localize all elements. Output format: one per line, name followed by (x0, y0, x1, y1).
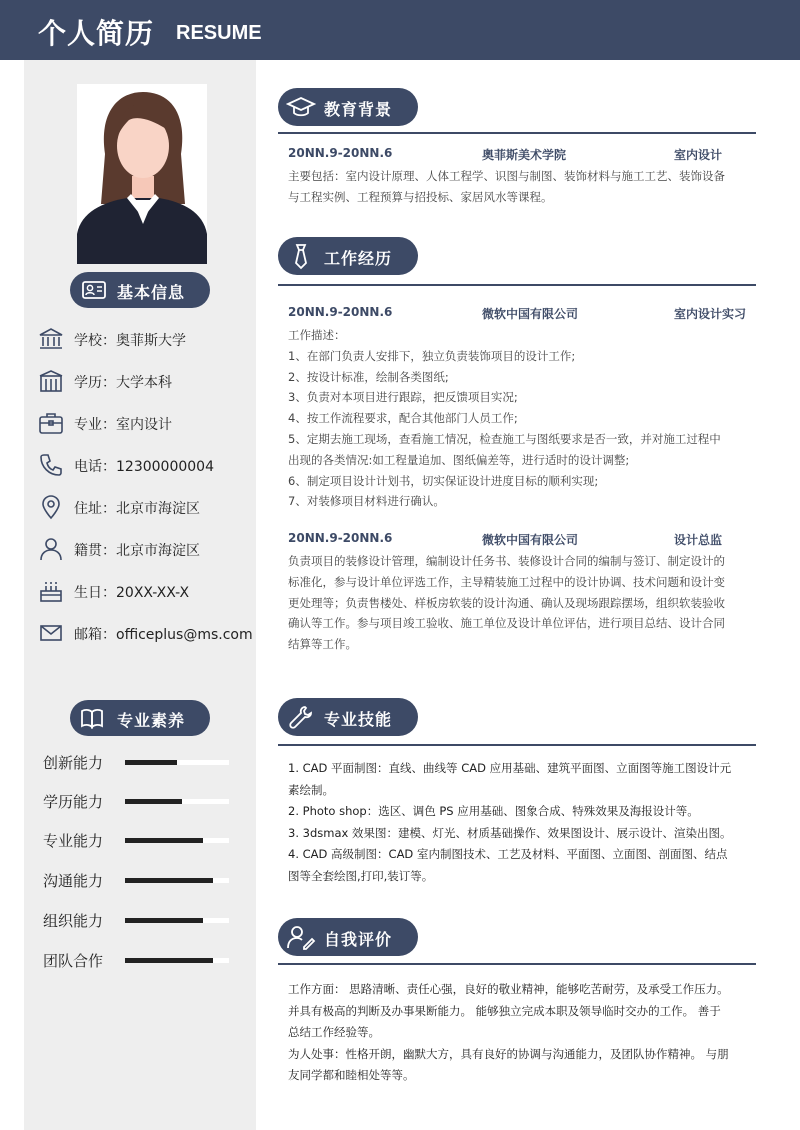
skill-bar-fill (125, 918, 203, 923)
skill-bar-track (125, 760, 229, 765)
text-line: 负责项目的装修设计管理，编制设计任务书、装修设计合同的编制与签订、制定设计的 (288, 554, 725, 568)
text-line: 1、在部门负责人安排下，独立负责装饰项目的设计工作; (288, 348, 576, 363)
text-line: 为人处事：性格开朗，幽默大方，具有良好的协调与沟通能力，及团队协作精神。 与朋 (288, 1046, 729, 1061)
text-line: 标准化，参与设计单位评选工作，主导精装施工过程中的设计协调、技术问题和设计变 (288, 574, 725, 589)
text-line: 2、按设计标准，绘制各类图纸; (288, 369, 449, 384)
text-line: 3. 3dsmax 效果图：建模、灯光、材质基础操作、效果图设计、展示设计、渲染出图。 (288, 825, 732, 840)
briefcase-icon (38, 410, 64, 436)
skill-name: 组织能力 (43, 912, 104, 930)
text-line: 与工程实例、工程预算与招投标、家居风水等课程。 (288, 189, 553, 204)
skills-title: 专业素养 (117, 711, 186, 730)
school-icon (38, 326, 64, 352)
book-icon (70, 700, 110, 736)
education-description (288, 166, 750, 208)
skill-bar-fill (125, 958, 213, 963)
skill-bar-track (125, 838, 229, 843)
text-line: 图等全套绘图,打印,装订等。 (288, 868, 434, 883)
job-entry-header (288, 305, 748, 321)
education-period: 20NN.9-20NN.6 (288, 146, 393, 160)
info-phone: 电话：12300000004 (74, 459, 214, 475)
mail-icon (38, 620, 64, 646)
text-line: 总结工作经验等。 (288, 1025, 380, 1039)
work-divider (278, 284, 756, 286)
work-title: 工作经历 (324, 249, 393, 268)
education-title: 教育背景 (324, 100, 393, 119)
skills-description (288, 758, 750, 887)
resume-title: 个人简历 (38, 17, 155, 50)
skills-section-header (278, 698, 418, 736)
info-email: 邮箱：officeplus@ms.com (74, 627, 253, 643)
skill-name: 学历能力 (43, 793, 104, 811)
resume-subtitle: RESUME (176, 22, 262, 44)
skill-bar-fill (125, 838, 203, 843)
skills-header (70, 700, 210, 736)
skill-bar-track (125, 958, 229, 963)
info-school: 学校：奥菲斯大学 (74, 333, 186, 349)
text-line: 确认等工作。参与项目竣工验收、施工单位及设计单位评估，进行项目总结、设计合同 (288, 616, 725, 631)
text-line: 6、制定项目设计计划书，切实保证设计进度目标的顺利实现; (288, 473, 599, 488)
tie-icon (286, 242, 316, 270)
text-line: 5、定期去施工现场，查看施工情况，检查施工与图纸要求是否一致，并对施工过程中 (288, 431, 721, 446)
basic-info-header (70, 272, 210, 308)
skills-section-title: 专业技能 (324, 710, 393, 729)
text-line: 2. Photo shop：选区、调色 PS 应用基础、图象合成、特殊效果及海报设计等。 (288, 804, 699, 818)
info-major: 专业：室内设计 (74, 417, 172, 433)
education-header (278, 88, 418, 126)
page-header (0, 0, 800, 60)
skill-name: 创新能力 (43, 754, 104, 772)
job-company: 微软中国有限公司 (482, 533, 579, 547)
text-line: 结算等工作。 (288, 637, 357, 652)
text-line: 更处理等；负责售楼处、样板房软装的设计沟通、确认及现场跟踪摆场，组织软装验收 (288, 595, 725, 610)
graduation-cap-icon (286, 93, 316, 121)
work-header (278, 237, 418, 275)
info-hometown: 籍贯：北京市海淀区 (74, 543, 200, 559)
education-school: 奥菲斯美术学院 (482, 148, 567, 162)
text-line: 并具有极高的判断及办事果断能力。 能够独立完成本职及领导临时交办的工作。 善于 (288, 1003, 721, 1018)
self-eval-title: 自我评价 (324, 930, 393, 949)
text-line: 4. CAD 高级制图：CAD 室内制图技术、工艺及材料、平面图、立面图、剖面图、结点 (288, 847, 728, 861)
skill-bar-track (125, 918, 229, 923)
wrench-icon (286, 703, 316, 731)
skill-name: 沟通能力 (43, 872, 104, 890)
text-line: 7、对装修项目材料进行确认。 (288, 494, 445, 509)
text-line: 工作描述： (288, 328, 346, 342)
education-divider (278, 132, 756, 134)
skill-bar-fill (125, 878, 213, 883)
text-line: 工作方面： 思路清晰、责任心强，良好的敬业精神，能够吃苦耐劳，及承受工作压力。 (288, 982, 729, 996)
education-entry-header (288, 146, 748, 162)
info-degree: 学历：大学本科 (74, 375, 172, 391)
job-description (288, 551, 750, 655)
education-major: 室内设计 (674, 148, 723, 162)
degree-icon (38, 368, 64, 394)
id-card-icon (70, 272, 110, 308)
basic-info-title: 基本信息 (117, 283, 186, 302)
text-line: 素绘制。 (288, 782, 334, 797)
self-eval-header (278, 918, 418, 956)
phone-icon (38, 452, 64, 478)
skill-name: 团队合作 (43, 952, 104, 970)
text-line: 友同学都和睦相处等等。 (288, 1068, 415, 1082)
self-eval-description (288, 979, 750, 1087)
job-period: 20NN.9-20NN.6 (288, 305, 393, 319)
job-entry-header (288, 531, 748, 547)
text-line: 1. CAD 平面制图：直线、曲线等 CAD 应用基础、建筑平面图、立面图等施工图设计元 (288, 761, 732, 775)
cake-icon (38, 578, 64, 604)
location-icon (38, 494, 64, 520)
job-company: 微软中国有限公司 (482, 307, 579, 321)
job-description (288, 325, 750, 512)
info-address: 住址：北京市海淀区 (74, 501, 200, 517)
skill-bar-track (125, 878, 229, 883)
skill-name: 专业能力 (43, 832, 104, 850)
profile-photo (77, 84, 207, 264)
skill-bar-fill (125, 760, 177, 765)
skills-divider (278, 744, 756, 746)
skill-bar-track (125, 799, 229, 804)
text-line: 4、按工作流程要求，配合其他部门人员工作; (288, 411, 518, 426)
self-eval-divider (278, 963, 756, 965)
skill-bar-fill (125, 799, 182, 804)
info-birthday: 生日：20XX-XX-X (74, 585, 190, 601)
job-role: 室内设计实习 (674, 307, 747, 321)
text-line: 出现的各类情况:如工程量追加、图纸偏差等，进行适时的设计调整; (288, 452, 630, 467)
user-edit-icon (286, 923, 316, 951)
text-line: 主要包括：室内设计原理、人体工程学、识图与制图、装饰材料与施工工艺、装饰设备 (288, 169, 725, 183)
job-period: 20NN.9-20NN.6 (288, 531, 393, 545)
job-role: 设计总监 (674, 533, 723, 547)
text-line: 3、负责对本项目进行跟踪，把反馈项目实况; (288, 390, 518, 405)
person-icon (38, 536, 64, 562)
